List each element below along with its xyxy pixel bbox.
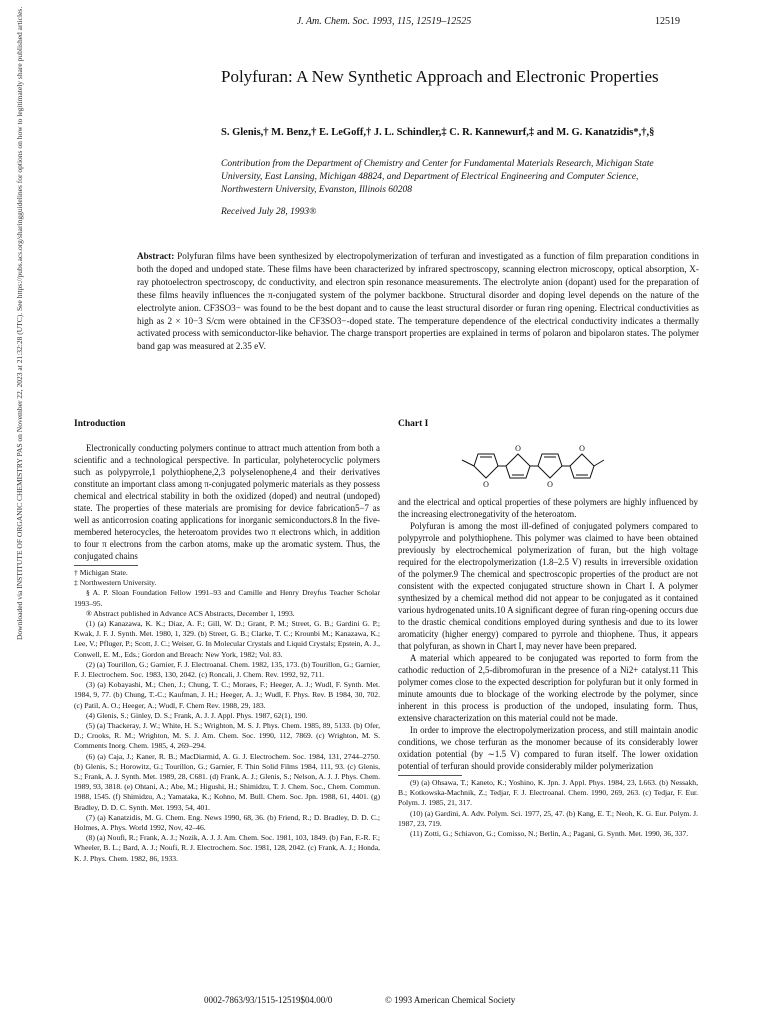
terminal-bond bbox=[594, 460, 604, 466]
page-number: 12519 bbox=[655, 16, 680, 27]
furan-chain bbox=[462, 454, 604, 478]
article-title: Polyfuran: A New Synthetic Approach and Electronic Properties bbox=[221, 67, 659, 86]
oxygen-atom-label: O bbox=[547, 480, 553, 489]
footnote: (8) (a) Noufi, R.; Frank, A. J.; Nozik, A. J. J. Am. Chem. Soc. 1981, 103, 1849. (b) Fan, F.-R. F.; Wheeler, B. L.; Bard, A. J.; Noufi, R. J. Electrochem. Soc. 1981, 128, 2042. (c) Frank, A. J.; Honda, K. J. Phys. Chem. 1982, 86, 1933. bbox=[74, 833, 380, 863]
body-paragraph: A material which appeared to be conjugated was reported to form from the cathodic reduction of 2,5-dibromofuran in the presence of a Ni2+ catalyst.11 This polymer comes close to the expected description for polyfuran but it only formed in minute amounts due to blockage of the working electrode by the polymer, since inherent in this process is production of the undoped, insulating form. Thus, extensive characterization on this material could not be made. bbox=[398, 653, 698, 723]
furan-ring bbox=[538, 454, 562, 478]
footnote: (7) (a) Kanatzidis, M. G. Chem. Eng. News 1990, 68, 36. (b) Friend, R.; D. Bradley, D. D. C.; Holmes, A. Phys. World 1992, Nov, 42–46. bbox=[74, 812, 380, 833]
footnote: (11) Zotti, G.; Schiavon, G.; Comisso, N.; Berlin, A.; Pagani, G. Synth. Met. 1990, 36, 337. bbox=[410, 829, 689, 839]
footnote-divider bbox=[398, 775, 462, 776]
footnote: ‡ Northwestern University. bbox=[74, 578, 157, 588]
article-code: 0002-7863/93/1515-12519$04.00/0 bbox=[204, 995, 333, 1005]
chart-heading: Chart I bbox=[398, 419, 429, 429]
body-paragraph: In order to improve the electropolymerization process, and still maintain anodic conditions, we chose terfuran as the monomer because of its considerably lower oxidation potential (by ∼1.5 V) compared to furan itself. The lower oxidation potential of terfuran should provide considerably milder polymerization bbox=[398, 725, 698, 771]
footnote: § A. P. Sloan Foundation Fellow 1991–93 and Camille and Henry Dreyfus Teacher Scholar 1993–95. bbox=[74, 588, 380, 608]
footnote: (2) (a) Tourillon, G.; Garnier, F. J. Electroanal. Chem. 1982, 135, 173. (b) Tourillon, G.; Garnier, F. J. Electrochem. Soc. 1983, 130, 2042. (c) Roncali, J. Chem. Rev. 1992, 92, 711. bbox=[74, 659, 380, 680]
footnote: ® Abstract published in Advance ACS Abstracts, December 1, 1993. bbox=[86, 608, 295, 618]
copyright: © 1993 American Chemical Society bbox=[385, 995, 516, 1005]
abstract-label: Abstract: bbox=[137, 251, 175, 261]
left-column bbox=[74, 418, 380, 864]
oxygen-atom-label: O bbox=[483, 480, 489, 489]
journal-header: J. Am. Chem. Soc. 1993, 115, 12519–12525 bbox=[296, 16, 472, 27]
furan-ring bbox=[506, 454, 530, 478]
footnote: (1) (a) Kanazawa, K. K.; Diaz, A. F.; Gill, W. D.; Grant, P. M.; Street, G. B.; Gardini G. P.; Kwak, J. F. J. Synth. Met. 1980, 1, 329. (b) Street, G. B.; Clarke, T. C.; Krounbi M.; Kanazawa, K.; Lee, V.; Pfluger, P.; Scott, J. C.; Weiser, G. In Molecular Crystals and Liquid Crystals; Epstein, A. J., Conwell, E. M., Eds.; Gordon and Breach: New York, 1982; Vol. 83. bbox=[74, 619, 380, 659]
author-list: S. Glenis,† M. Benz,† E. LeGoff,† J. L. Schindler,‡ C. R. Kannewurf,‡ and M. G. Kanatzidis*,†,§ bbox=[221, 127, 655, 138]
chart-area bbox=[398, 442, 698, 496]
furan-ring bbox=[570, 454, 594, 478]
footnote: (5) (a) Thackeray, J. W.; White, H. S.; Wrighton, M. S. J. Phys. Chem. 1985, 89, 5133. (b) Ofer, D.; Crooks, R. M.; Wrighton, M. S. J. Am. Chem. Soc. 1990, 112, 7869. (c) Wrighton, M. S. Comments Inorg. Chem. 1985, 4, 269–294. bbox=[74, 721, 380, 751]
footnote: (6) (a) Caja, J.; Kaner, R. B.; MacDiarmid, A. G. J. Electrochem. Soc. 1984, 131, 2744–2750. (b) Glenis, S.; Horowitz, G.; Tourillon, G.; Garnier, F. Thin Solid Films 1984, 111, 93. (c) Glenis, S.; Frank, A. J. Synth. Met. 1989, 28, C681. (d) Frank, A. J.; Glenis, S.; Nelson, A. J. J. Phys. Chem. 1989, 93, 3818. (e) Ohtani, A.; Abe, M.; Higushi, H.; Shimidzu, T. J. Chem. Soc., Chem. Commun. 1988, 1545. (f) Shimidzu, A.; Yamataka, K.; Kohno, M. Bull. Chem. Soc. Jpn. 1988, 61, 4401. (g) Bradley, D. D. C. Synth. Met. 1993, 54, 401. bbox=[74, 751, 380, 812]
footnote: (10) (a) Gardini, A. Adv. Polym. Sci. 1977, 25, 47. (b) Kang, E. T.; Neoh, K. G. Eur. Polym. J. 1987, 23, 719. bbox=[398, 808, 698, 828]
oxygen-atom-label: O bbox=[515, 444, 521, 453]
body-paragraph: Polyfuran is among the most ill-defined of conjugated polymers compared to polypyrrole and polythiophene. This polymer was claimed to have been obtained previously by electrochemical polymerization of furan, but the high voltage required for the electropolymerization (1.8–2.5 V) results in irreversible oxidation of the polymer.9 The chemical and spectroscopic properties of the product are not consistent with the expected conjugated structure shown in Chart I. A polymer synthesized by a chemical method did not appear to be conjugated as it contained various hydrogenated units.10 A significant degree of furan ring-opening occurs due to the drastic chemical conditions employed during synthesis and due to its lower aromaticity (higher energy) compared to pyrrole and thiophene. Thus, it appears that polyfuran, as shown in Chart I, may never have been prepared. bbox=[398, 521, 698, 651]
received-date: Received July 28, 1993® bbox=[221, 207, 317, 217]
download-watermark-text: Downloaded via INSTITUTE OF ORGANIC CHEMISTRY PAS on November 22, 2023 at 21:32:28 (UTC). See https://pubs.acs.org/sharingguidelines for options on how to legitimately share published articles. bbox=[15, 6, 24, 640]
abstract-text: Polyfuran films have been synthesized by electropolymerization of terfuran and investigated as a function of film preparation conditions in both the doped and undoped state. These films have been characterized by infrared spectroscopy, scanning electron microscopy, optical absorption, X-ray photoelectron spectroscopy, dc conductivity, and electron spin resonance measurements. The electrolyte anion (dopant) used for the preparation of these films heavily influences the π-conjugated system of the polymer backbone. Structural disorder and doping level depends on the nature of the electrolyte anion. CF3SO3− was found to be the best dopant and to cause the least structural disorder or furan ring opening. Electrical conductivities as high as 2 × 10−3 S/cm were obtained in the CF3SO3−-doped state. The temperature dependence of the electrical conductivity indicates a thermally activated process with semiconductor-like behavior. The charge transport properties are explained in terms of polaron and bipolaron states. The polymer band gap was measured at 2.35 eV. bbox=[137, 251, 700, 352]
footnote: (9) (a) Ohsawa, T.; Kaneto, K.; Yoshino, K. Jpn. J. Appl. Phys. 1984, 23, L663. (b) Nessakh, B.; Kotkowska-Machnik, Z.; Tedjar, F. J. Electroanal. Chem. 1990, 269, 263. (c) Tedjar, F. Eur. Polym. J. 1985, 21, 317. bbox=[398, 778, 698, 808]
download-watermark bbox=[4, 6, 38, 640]
affiliation: Contribution from the Department of Chemistry and Center for Fundamental Materials Research, Michigan State University, East Lansing, Michigan 48824, and Department of Electrical Engineering and Computer Science, Northwestern University, Evanston, Illinois 60208 bbox=[221, 159, 654, 195]
abstract bbox=[137, 250, 699, 353]
polyfuran-structure-figure bbox=[460, 444, 610, 494]
footnote: (3) (a) Kobayashi, M.; Chen, J.; Chung, T. C.; Moraes, F.; Heeger, A. J.; Wudl, F. Synth. Met. 1984, 9, 77. (b) Chung, T.-C.; Kaufman, J. H.; Heeger, A. J.; Wudl, F. Phys. Rev. B 1984, 30, 702. (c) Patil, A. O.; Heeger, A.; Wudl, F. Chem Rev. 1988, 29, 183. bbox=[74, 680, 380, 710]
footnote: † Michigan State. bbox=[74, 568, 128, 577]
oxygen-atom-label: O bbox=[579, 444, 585, 453]
right-column bbox=[398, 418, 698, 839]
furan-ring bbox=[474, 454, 498, 478]
terminal-bond bbox=[462, 460, 474, 466]
intro-paragraph: Electronically conducting polymers continue to attract much attention from both a scientific and a technological perspective. In particular, polyheterocyclic polymers such as polypyrrole,1 polythiophene,2,3 polyselenophene,4 and their derivatives constitute an important class among π-conjugated polymeric materials as they possess chemical and electrical stability in both the oxidized (doped) and neutral (undoped) state. The properties of these materials are promising for device fabrication5−7 as well as anticorrosion coating applications for inorganic semiconductors.8 In the five-membered heterocycles, the heteroatom provides two π electrons which, in addition to four π electrons from the carbon atoms, make up the aromatic system. Thus, the conjugated chains bbox=[74, 443, 380, 561]
footnote-divider bbox=[74, 565, 138, 566]
section-heading-introduction: Introduction bbox=[74, 419, 126, 429]
footnote: (4) Glenis, S.; Ginley, D. S.; Frank, A. J. J. Appl. Phys. 1987, 62(1), 190. bbox=[86, 710, 308, 720]
chart-followup-paragraph: and the electrical and optical properties of these polymers are highly influenced by the increasing electronegativity of the heteroatom. bbox=[398, 497, 698, 519]
